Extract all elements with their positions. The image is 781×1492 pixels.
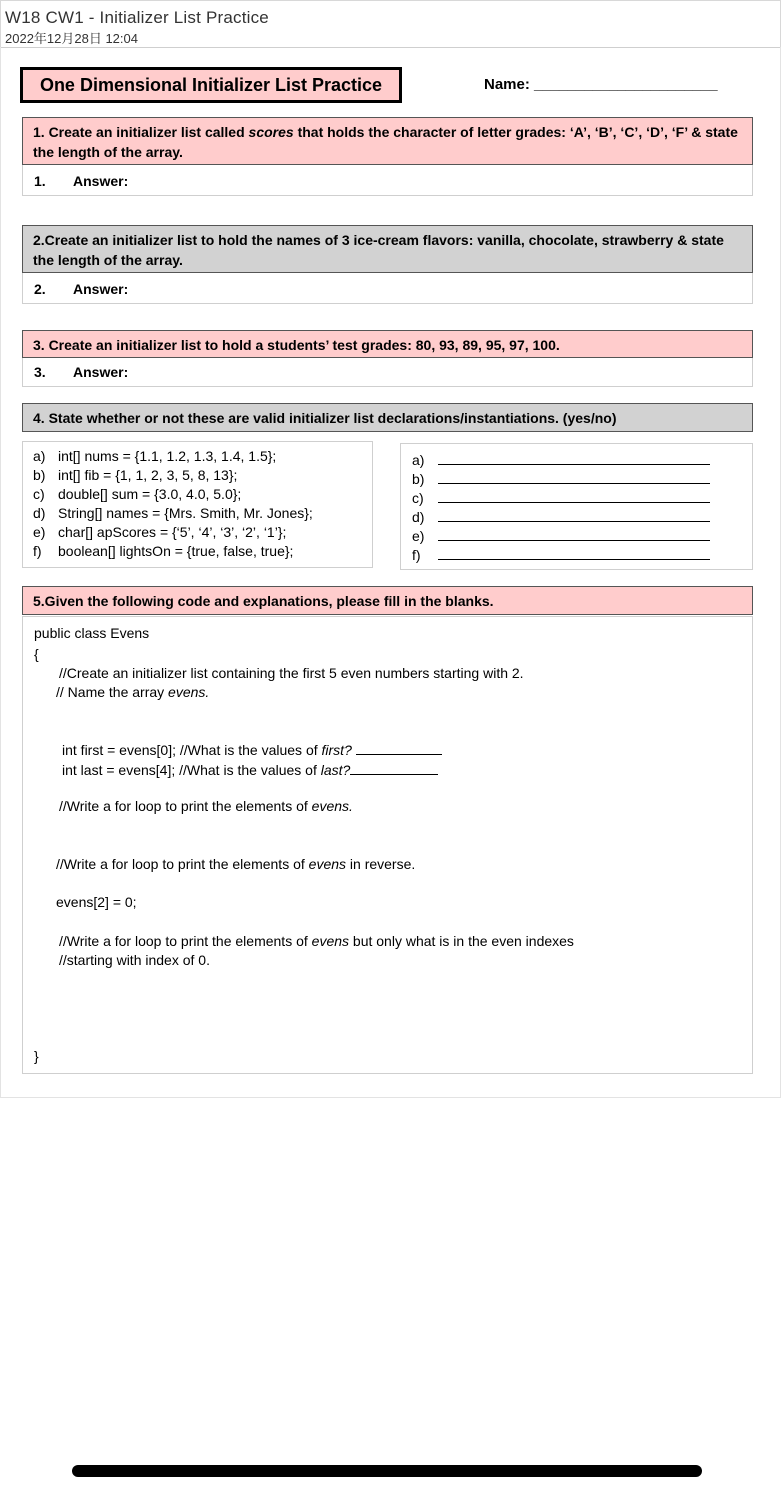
question-4-code-list bbox=[22, 441, 373, 568]
worksheet-title: One Dimensional Initializer List Practice bbox=[20, 67, 402, 103]
question-5-text: 5.Given the following code and explanations, please fill in the blanks. bbox=[33, 593, 494, 609]
question-1-box bbox=[22, 117, 753, 165]
home-indicator[interactable] bbox=[72, 1465, 702, 1477]
comment-loop-reverse: //Write a for loop to print the elements of evens in reverse. bbox=[56, 856, 416, 872]
open-brace: { bbox=[34, 646, 39, 662]
question-3-answer-row[interactable] bbox=[22, 358, 753, 387]
comment-loop-forward: //Write a for loop to print the elements of evens. bbox=[59, 798, 353, 814]
question-1-answer-row[interactable] bbox=[22, 165, 753, 196]
question-4-answer-lines bbox=[400, 443, 753, 570]
question-3-box bbox=[22, 330, 753, 358]
question-2-answer-row[interactable] bbox=[22, 273, 753, 304]
comment-create-list: //Create an initializer list containing the first 5 even numbers starting with 2. bbox=[59, 665, 524, 681]
close-brace: } bbox=[34, 1048, 39, 1064]
comment-name-array: // Name the array evens. bbox=[56, 684, 210, 700]
question-5-code-area[interactable] bbox=[22, 616, 753, 1074]
comment-start-index: //starting with index of 0. bbox=[59, 952, 210, 968]
question-1-text: 1. Create an initializer list called scores that holds the character of letter grades: ‘A’, ‘B’, ‘C’, ‘D’, ‘F’ & state the length of the array. bbox=[33, 124, 738, 160]
assign-statement: evens[2] = 0; bbox=[56, 894, 137, 910]
q4-item: a) int[] nums = {1.1, 1.2, 1.3, 1.4, 1.5}; bbox=[33, 448, 277, 464]
question-5-box bbox=[22, 586, 753, 615]
class-declaration: public class Evens bbox=[34, 625, 150, 641]
first-value-question: int first = evens[0]; //What is the values of first? bbox=[62, 741, 442, 758]
question-2-box bbox=[22, 225, 753, 273]
q4-answer-line[interactable]: b) bbox=[412, 470, 710, 487]
answer-2-number: 2. bbox=[34, 281, 46, 297]
q4-answer-line[interactable]: e) bbox=[412, 527, 710, 544]
q4-answer-line[interactable]: c) bbox=[412, 489, 710, 506]
answer-3-label: Answer: bbox=[73, 364, 129, 380]
q4-item: c) double[] sum = {3.0, 4.0, 5.0}; bbox=[33, 486, 242, 502]
first-value-blank[interactable] bbox=[356, 741, 442, 755]
note-date: 2022年12月28日 12:04 bbox=[5, 31, 138, 46]
q4-item: e) char[] apScores = {‘5’, ‘4’, ‘3’, ‘2’, ‘1’}; bbox=[33, 524, 287, 540]
q4-item: d) String[] names = {Mrs. Smith, Mr. Jones}; bbox=[33, 505, 313, 521]
name-field-label: Name: ______________________ bbox=[484, 76, 718, 93]
comment-loop-even-indexes: //Write a for loop to print the elements of evens but only what is in the even indexes bbox=[59, 933, 574, 949]
question-3-text: 3. Create an initializer list to hold a students’ test grades: 80, 93, 89, 95, 97, 100. bbox=[33, 337, 560, 353]
q4-answer-line[interactable]: d) bbox=[412, 508, 710, 525]
note-header bbox=[0, 0, 781, 48]
q4-item: b) int[] fib = {1, 1, 2, 3, 5, 8, 13}; bbox=[33, 467, 238, 483]
answer-3-number: 3. bbox=[34, 364, 46, 380]
last-value-blank[interactable] bbox=[350, 761, 438, 775]
question-4-box bbox=[22, 403, 753, 432]
answer-1-label: Answer: bbox=[73, 173, 129, 189]
question-2-text: 2.Create an initializer list to hold the names of 3 ice-cream flavors: vanilla, chocolate, strawberry & state the length of the array. bbox=[33, 232, 724, 268]
q4-item: f) boolean[] lightsOn = {true, false, true}; bbox=[33, 543, 294, 559]
answer-1-number: 1. bbox=[34, 173, 46, 189]
note-title: W18 CW1 - Initializer List Practice bbox=[5, 8, 269, 27]
answer-2-label: Answer: bbox=[73, 281, 129, 297]
q4-answer-line[interactable]: f) bbox=[412, 546, 710, 563]
question-4-text: 4. State whether or not these are valid initializer list declarations/instantiations. (yes/no) bbox=[33, 410, 617, 426]
last-value-question: int last = evens[4]; //What is the values of last? bbox=[62, 761, 438, 778]
q4-answer-line[interactable]: a) bbox=[412, 451, 710, 468]
